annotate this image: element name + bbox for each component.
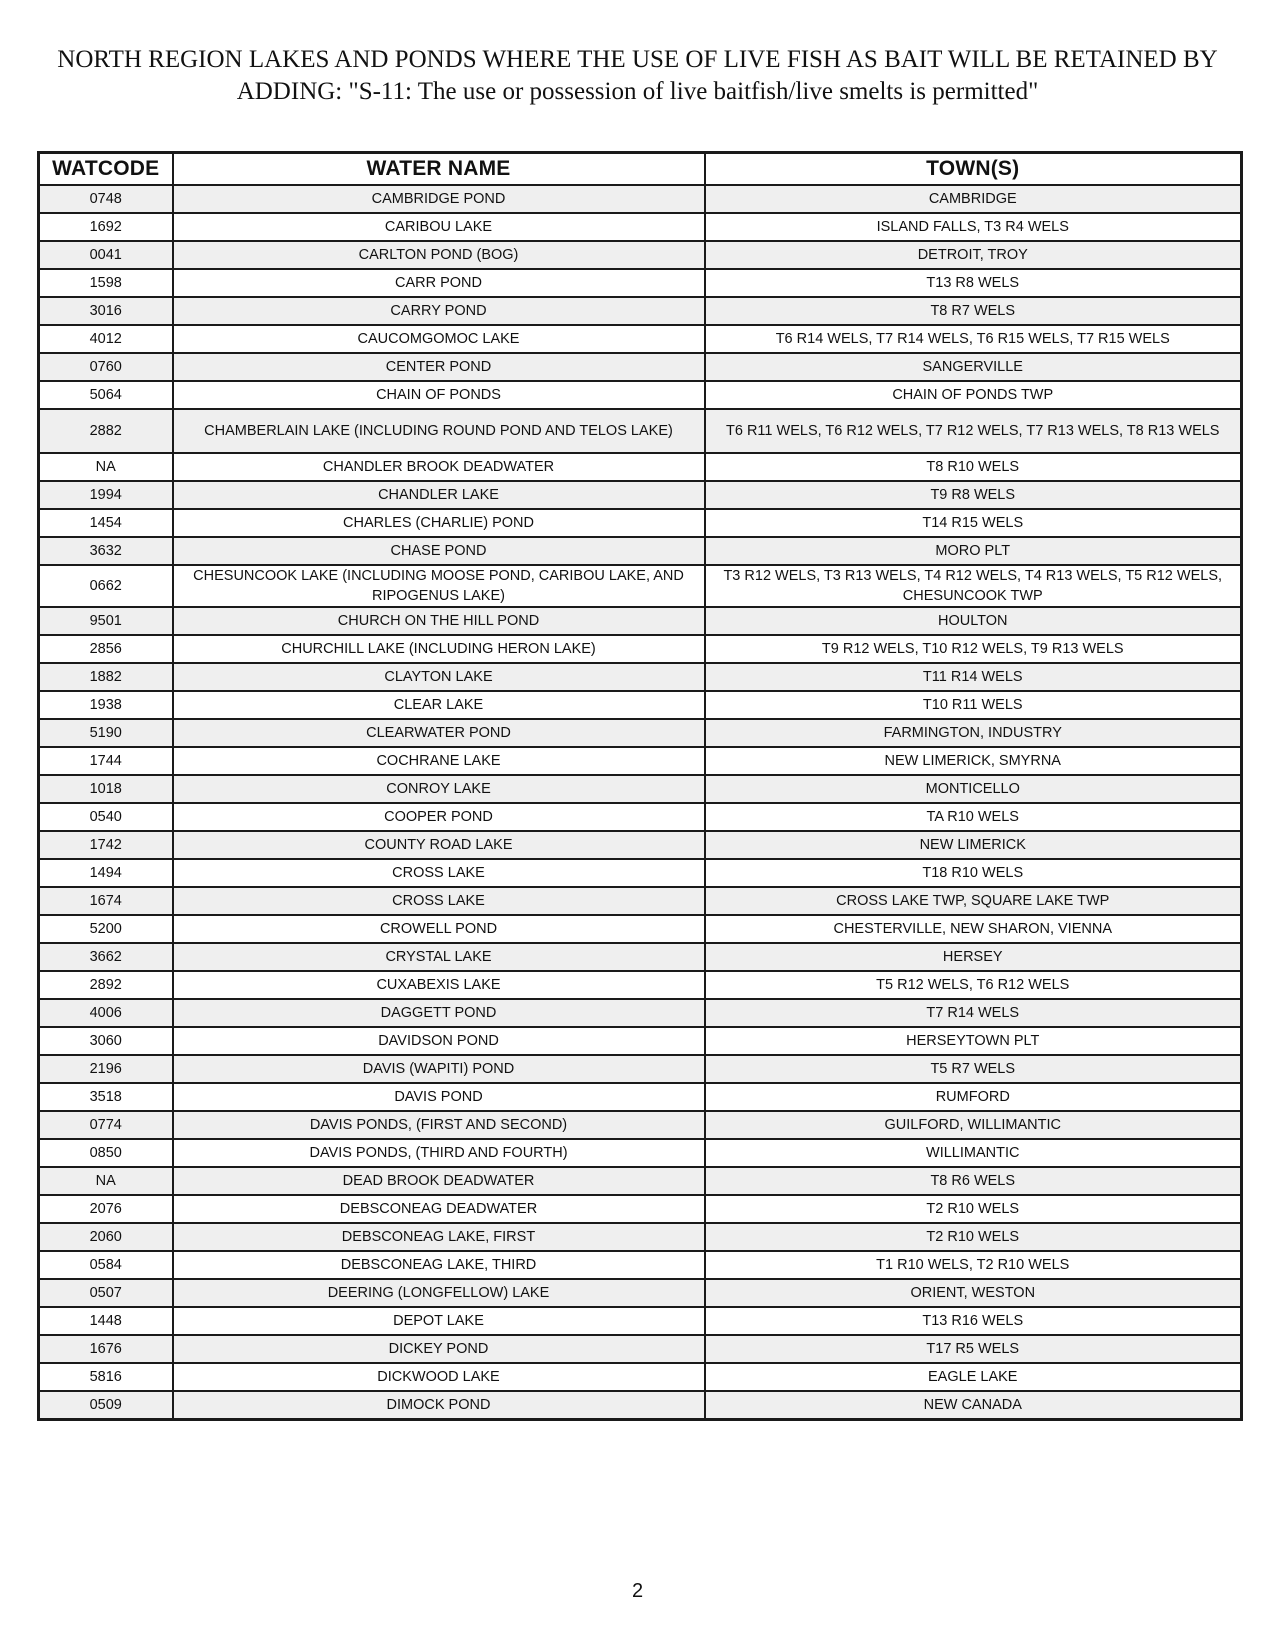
- cell-water-name: DEBSCONEAG LAKE, THIRD: [173, 1251, 705, 1279]
- cell-towns: T8 R10 WELS: [705, 453, 1242, 481]
- table-row: [39, 509, 1242, 537]
- table-row: [39, 1363, 1242, 1391]
- cell-towns: HERSEY: [705, 943, 1242, 971]
- cell-towns: T1 R10 WELS, T2 R10 WELS: [705, 1251, 1242, 1279]
- lakes-table-container: [37, 151, 1240, 1421]
- table-row: [39, 607, 1242, 635]
- cell-watcode: 2196: [39, 1055, 173, 1083]
- cell-water-name: CHARLES (CHARLIE) POND: [173, 509, 705, 537]
- cell-towns: TA R10 WELS: [705, 803, 1242, 831]
- table-row: [39, 719, 1242, 747]
- cell-watcode: 5190: [39, 719, 173, 747]
- cell-watcode: 2856: [39, 635, 173, 663]
- cell-watcode: 1448: [39, 1307, 173, 1335]
- cell-watcode: 1742: [39, 831, 173, 859]
- lakes-table: [37, 151, 1243, 1421]
- cell-water-name: CENTER POND: [173, 353, 705, 381]
- cell-water-name: DICKEY POND: [173, 1335, 705, 1363]
- cell-watcode: 2892: [39, 971, 173, 999]
- cell-towns: T8 R7 WELS: [705, 297, 1242, 325]
- cell-towns: T17 R5 WELS: [705, 1335, 1242, 1363]
- cell-water-name: COOPER POND: [173, 803, 705, 831]
- cell-towns: CROSS LAKE TWP, SQUARE LAKE TWP: [705, 887, 1242, 915]
- cell-watcode: 5200: [39, 915, 173, 943]
- cell-water-name: CUXABEXIS LAKE: [173, 971, 705, 999]
- cell-towns: RUMFORD: [705, 1083, 1242, 1111]
- cell-towns: NEW LIMERICK, SMYRNA: [705, 747, 1242, 775]
- cell-water-name: CONROY LAKE: [173, 775, 705, 803]
- cell-water-name: DAVIDSON POND: [173, 1027, 705, 1055]
- cell-water-name: CROSS LAKE: [173, 859, 705, 887]
- cell-towns: T13 R16 WELS: [705, 1307, 1242, 1335]
- table-row: [39, 1279, 1242, 1307]
- cell-watcode: 3518: [39, 1083, 173, 1111]
- table-row: [39, 481, 1242, 509]
- cell-towns: T10 R11 WELS: [705, 691, 1242, 719]
- cell-water-name: CAMBRIDGE POND: [173, 185, 705, 213]
- cell-towns: T14 R15 WELS: [705, 509, 1242, 537]
- cell-towns: ORIENT, WESTON: [705, 1279, 1242, 1307]
- title-line-2: ADDING: "S-11: The use or possession of live baitfish/live smelts is permitted": [236, 78, 1039, 105]
- table-row: [39, 635, 1242, 663]
- table-row: [39, 1027, 1242, 1055]
- page-number: 2: [631, 1580, 644, 1602]
- cell-towns: T2 R10 WELS: [705, 1195, 1242, 1223]
- cell-water-name: CHAMBERLAIN LAKE (INCLUDING ROUND POND AND TELOS LAKE): [173, 409, 705, 453]
- cell-towns: FARMINGTON, INDUSTRY: [705, 719, 1242, 747]
- table-body: [39, 185, 1242, 1420]
- cell-water-name: DAVIS POND: [173, 1083, 705, 1111]
- cell-water-name: CROWELL POND: [173, 915, 705, 943]
- cell-water-name: DAVIS PONDS, (FIRST AND SECOND): [173, 1111, 705, 1139]
- cell-water-name: CHANDLER BROOK DEADWATER: [173, 453, 705, 481]
- cell-towns: T2 R10 WELS: [705, 1223, 1242, 1251]
- cell-watcode: 1598: [39, 269, 173, 297]
- cell-water-name: DIMOCK POND: [173, 1391, 705, 1420]
- cell-watcode: NA: [39, 453, 173, 481]
- cell-watcode: 3632: [39, 537, 173, 565]
- cell-towns: NEW LIMERICK: [705, 831, 1242, 859]
- cell-towns: T13 R8 WELS: [705, 269, 1242, 297]
- cell-watcode: 0662: [39, 565, 173, 607]
- cell-watcode: 1454: [39, 509, 173, 537]
- table-row: [39, 1195, 1242, 1223]
- cell-water-name: CHURCH ON THE HILL POND: [173, 607, 705, 635]
- cell-watcode: 0760: [39, 353, 173, 381]
- cell-watcode: 0850: [39, 1139, 173, 1167]
- cell-watcode: 2882: [39, 409, 173, 453]
- table-row: [39, 409, 1242, 453]
- cell-water-name: DAVIS PONDS, (THIRD AND FOURTH): [173, 1139, 705, 1167]
- table-row: [39, 803, 1242, 831]
- table-row: [39, 747, 1242, 775]
- table-row: [39, 213, 1242, 241]
- cell-watcode: 0041: [39, 241, 173, 269]
- table-row: [39, 1251, 1242, 1279]
- cell-towns: DETROIT, TROY: [705, 241, 1242, 269]
- page-title: [0, 44, 1275, 108]
- cell-towns: T9 R8 WELS: [705, 481, 1242, 509]
- cell-water-name: CARR POND: [173, 269, 705, 297]
- cell-towns: WILLIMANTIC: [705, 1139, 1242, 1167]
- cell-water-name: DAVIS (WAPITI) POND: [173, 1055, 705, 1083]
- cell-towns: T18 R10 WELS: [705, 859, 1242, 887]
- cell-water-name: CHANDLER LAKE: [173, 481, 705, 509]
- cell-watcode: 1676: [39, 1335, 173, 1363]
- table-row: [39, 1335, 1242, 1363]
- cell-towns: T3 R12 WELS, T3 R13 WELS, T4 R12 WELS, T4 R13 WELS, T5 R12 WELS, CHESUNCOOK TWP: [705, 565, 1242, 607]
- cell-water-name: CARIBOU LAKE: [173, 213, 705, 241]
- cell-towns: T11 R14 WELS: [705, 663, 1242, 691]
- table-row: [39, 775, 1242, 803]
- cell-watcode: 3060: [39, 1027, 173, 1055]
- cell-watcode: 1018: [39, 775, 173, 803]
- table-row: [39, 269, 1242, 297]
- cell-watcode: 1692: [39, 213, 173, 241]
- cell-watcode: 3662: [39, 943, 173, 971]
- cell-watcode: 4006: [39, 999, 173, 1027]
- cell-watcode: 9501: [39, 607, 173, 635]
- cell-watcode: 1938: [39, 691, 173, 719]
- cell-watcode: 4012: [39, 325, 173, 353]
- cell-water-name: COUNTY ROAD LAKE: [173, 831, 705, 859]
- cell-watcode: 5816: [39, 1363, 173, 1391]
- table-row: [39, 1055, 1242, 1083]
- cell-water-name: DEAD BROOK DEADWATER: [173, 1167, 705, 1195]
- cell-water-name: DEBSCONEAG DEADWATER: [173, 1195, 705, 1223]
- cell-water-name: CHAIN OF PONDS: [173, 381, 705, 409]
- table-row: [39, 565, 1242, 607]
- cell-water-name: CHASE POND: [173, 537, 705, 565]
- cell-water-name: COCHRANE LAKE: [173, 747, 705, 775]
- cell-water-name: DEERING (LONGFELLOW) LAKE: [173, 1279, 705, 1307]
- table-row: [39, 453, 1242, 481]
- cell-towns: T8 R6 WELS: [705, 1167, 1242, 1195]
- header-water-name: WATER NAME: [173, 153, 705, 186]
- cell-water-name: CHURCHILL LAKE (INCLUDING HERON LAKE): [173, 635, 705, 663]
- cell-water-name: DICKWOOD LAKE: [173, 1363, 705, 1391]
- cell-towns: T7 R14 WELS: [705, 999, 1242, 1027]
- cell-watcode: 0540: [39, 803, 173, 831]
- table-row: [39, 691, 1242, 719]
- cell-watcode: 2060: [39, 1223, 173, 1251]
- cell-watcode: 1744: [39, 747, 173, 775]
- cell-watcode: 1994: [39, 481, 173, 509]
- cell-watcode: 1882: [39, 663, 173, 691]
- table-row: [39, 185, 1242, 213]
- cell-watcode: 0748: [39, 185, 173, 213]
- cell-towns: ISLAND FALLS, T3 R4 WELS: [705, 213, 1242, 241]
- table-row: [39, 325, 1242, 353]
- cell-towns: SANGERVILLE: [705, 353, 1242, 381]
- cell-towns: T5 R7 WELS: [705, 1055, 1242, 1083]
- cell-water-name: DAGGETT POND: [173, 999, 705, 1027]
- table-row: [39, 353, 1242, 381]
- table-row: [39, 241, 1242, 269]
- table-row: [39, 1167, 1242, 1195]
- table-row: [39, 831, 1242, 859]
- table-row: [39, 1307, 1242, 1335]
- table-row: [39, 1083, 1242, 1111]
- cell-water-name: CLAYTON LAKE: [173, 663, 705, 691]
- cell-towns: HOULTON: [705, 607, 1242, 635]
- cell-towns: T9 R12 WELS, T10 R12 WELS, T9 R13 WELS: [705, 635, 1242, 663]
- cell-towns: T5 R12 WELS, T6 R12 WELS: [705, 971, 1242, 999]
- cell-towns: GUILFORD, WILLIMANTIC: [705, 1111, 1242, 1139]
- table-row: [39, 915, 1242, 943]
- title-line-1: NORTH REGION LAKES AND PONDS WHERE THE USE OF LIVE FISH AS BAIT WILL BE RETAINED BY: [57, 46, 1218, 73]
- cell-watcode: 0509: [39, 1391, 173, 1420]
- header-towns: TOWN(S): [705, 153, 1242, 186]
- table-row: [39, 537, 1242, 565]
- table-row: [39, 381, 1242, 409]
- cell-water-name: DEBSCONEAG LAKE, FIRST: [173, 1223, 705, 1251]
- table-row: [39, 1391, 1242, 1420]
- table-row: [39, 1223, 1242, 1251]
- cell-towns: HERSEYTOWN PLT: [705, 1027, 1242, 1055]
- cell-towns: CHESTERVILLE, NEW SHARON, VIENNA: [705, 915, 1242, 943]
- cell-watcode: 0774: [39, 1111, 173, 1139]
- table-row: [39, 999, 1242, 1027]
- cell-water-name: CROSS LAKE: [173, 887, 705, 915]
- cell-watcode: 0584: [39, 1251, 173, 1279]
- table-row: [39, 1111, 1242, 1139]
- cell-watcode: 1674: [39, 887, 173, 915]
- header-watcode: WATCODE: [39, 153, 173, 186]
- table-header-row: [39, 153, 1242, 186]
- cell-water-name: CAUCOMGOMOC LAKE: [173, 325, 705, 353]
- cell-watcode: 5064: [39, 381, 173, 409]
- cell-towns: T6 R11 WELS, T6 R12 WELS, T7 R12 WELS, T7 R13 WELS, T8 R13 WELS: [705, 409, 1242, 453]
- cell-towns: NEW CANADA: [705, 1391, 1242, 1420]
- cell-towns: MORO PLT: [705, 537, 1242, 565]
- cell-water-name: DEPOT LAKE: [173, 1307, 705, 1335]
- cell-towns: T6 R14 WELS, T7 R14 WELS, T6 R15 WELS, T7 R15 WELS: [705, 325, 1242, 353]
- cell-watcode: 3016: [39, 297, 173, 325]
- cell-towns: EAGLE LAKE: [705, 1363, 1242, 1391]
- table-row: [39, 1139, 1242, 1167]
- table-row: [39, 297, 1242, 325]
- cell-water-name: CLEAR LAKE: [173, 691, 705, 719]
- cell-water-name: CARLTON POND (BOG): [173, 241, 705, 269]
- cell-towns: MONTICELLO: [705, 775, 1242, 803]
- cell-water-name: CRYSTAL LAKE: [173, 943, 705, 971]
- table-row: [39, 663, 1242, 691]
- cell-watcode: 1494: [39, 859, 173, 887]
- cell-watcode: 2076: [39, 1195, 173, 1223]
- cell-watcode: 0507: [39, 1279, 173, 1307]
- cell-watcode: NA: [39, 1167, 173, 1195]
- cell-water-name: CLEARWATER POND: [173, 719, 705, 747]
- cell-towns: CHAIN OF PONDS TWP: [705, 381, 1242, 409]
- cell-water-name: CARRY POND: [173, 297, 705, 325]
- table-row: [39, 859, 1242, 887]
- cell-water-name: CHESUNCOOK LAKE (INCLUDING MOOSE POND, CARIBOU LAKE, AND RIPOGENUS LAKE): [173, 565, 705, 607]
- cell-towns: CAMBRIDGE: [705, 185, 1242, 213]
- table-row: [39, 943, 1242, 971]
- table-row: [39, 887, 1242, 915]
- table-row: [39, 971, 1242, 999]
